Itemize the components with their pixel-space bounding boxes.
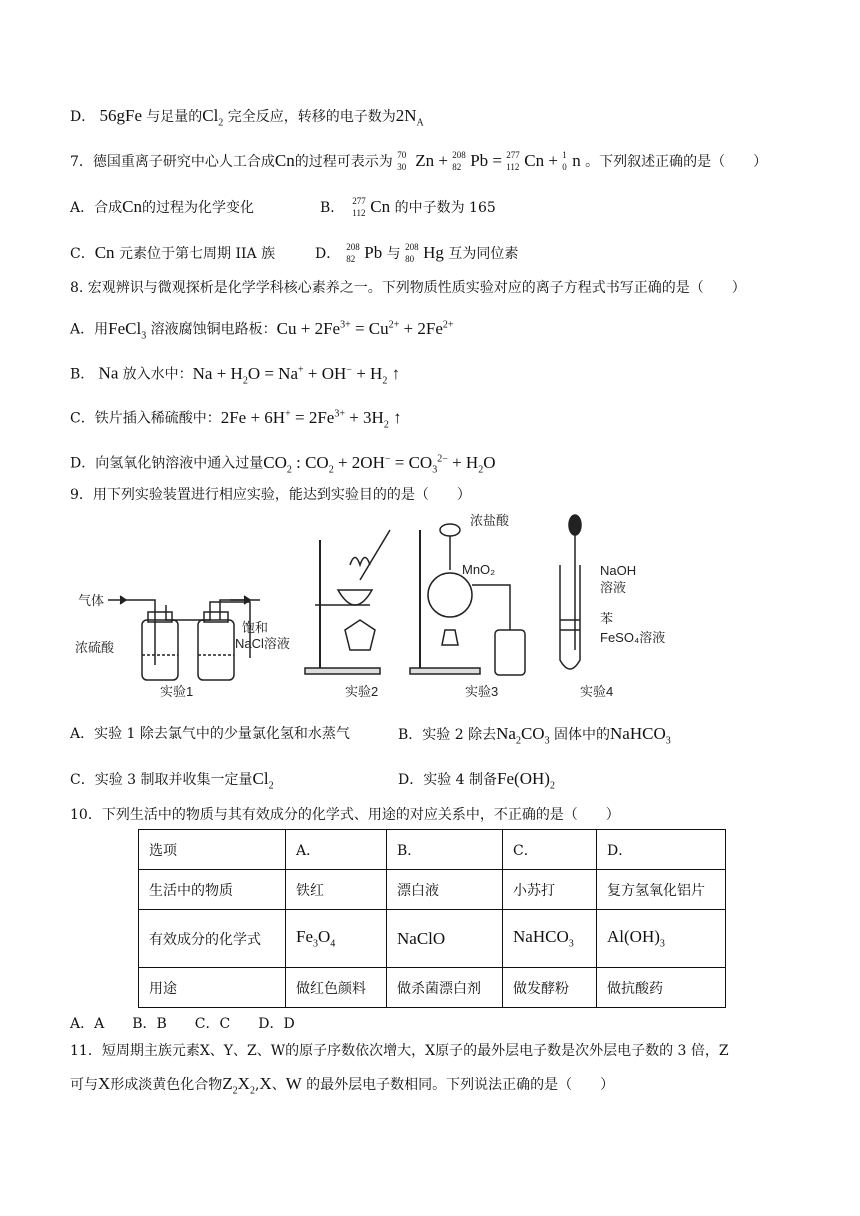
q9-experiment-figure bbox=[70, 510, 690, 700]
fig-gas-label: 气体 bbox=[78, 593, 105, 608]
fig-sat-label: 饱和 bbox=[242, 620, 269, 635]
q8-option-c: C．铁片插入稀硫酸中：$2Fe + 6H^+ = 2Fe^{3+} + 3H_2$ ↑ bbox=[70, 407, 402, 431]
q9-option-d: D．实验 4 制备$Fe(OH)_2$ bbox=[398, 769, 555, 792]
q9-stem: 9．用下列实验装置进行相应实验，能达到实验目的的是（ ） bbox=[70, 487, 471, 503]
table-row: 有效成分的化学式 $Fe_3O_4$ NaClO NaHCO$_3$ $Al(OH)_3$ bbox=[139, 910, 726, 968]
q10-stem: 10．下列生活中的物质与其有效成分的化学式、用途的对应关系中，不正确的是（ ） bbox=[70, 807, 620, 823]
fig-naoh-label: NaOH bbox=[600, 563, 637, 578]
fig-exp3-label: 实验3 bbox=[465, 684, 499, 699]
table-row: 生活中的物质 铁红 漂白液 小苏打 复方氢氧化铝片 bbox=[139, 870, 726, 910]
fig-benzene-label: 苯 bbox=[600, 611, 614, 626]
q7-stem: 7．德国重离子研究中心人工合成Cn的过程可表示为 70 30 Zn + 208 82 Pb = 277 112 Cn + 1 0 n 。下列叙述正确的是（ ） bbox=[70, 150, 768, 172]
fig-naoh-solution-label: 溶液 bbox=[600, 580, 627, 595]
table-row: 用途 做红色颜料 做杀菌漂白剂 做发酵粉 做抗酸药 bbox=[139, 968, 726, 1008]
q6-option-d: D． 56gFe 与足量的$Cl_2$ 完全反应，转移的电子数为$2N_A$ bbox=[70, 106, 424, 129]
q11-line2: 可与X形成淡黄色化合物$Z_2X_2,X$、W 的最外层电子数相同。下列说法正确的是（ ） bbox=[70, 1074, 615, 1097]
q9-option-a: A．实验 1 除去氯气中的少量氯化氢和水蒸气 bbox=[70, 726, 350, 742]
fig-feso4-label: FeSO₄溶液 bbox=[600, 630, 666, 645]
q11-line1: 11．短周期主族元素X、Y、Z、W的原子序数依次增大，X原子的最外层电子数是次外层电子数的 3 倍，Z bbox=[70, 1043, 729, 1059]
q7-option-b: B． 277 112 Cn 的中子数为 165 bbox=[320, 196, 496, 218]
q10-options: A．A B．B C．C D．D bbox=[70, 1016, 295, 1032]
q8-option-a: A．用FeCl$_3$ 溶液腐蚀铜电路板：$Cu + 2Fe^{3+} = Cu^{2+} + 2Fe^{2+}$ bbox=[70, 318, 454, 342]
table-row: 选项 A． B． C． D． bbox=[139, 830, 726, 870]
q8-option-d: D．向氢氧化钠溶液中通入过量$CO_2$ : $CO_2 + 2OH^- = CO_3^{2-} + H_2O$ bbox=[70, 452, 496, 476]
fig-nacl-label: NaCl溶液 bbox=[235, 636, 290, 651]
fig-mno2-label: MnO₂ bbox=[462, 562, 496, 577]
fig-exp1-label: 实验1 bbox=[160, 684, 194, 699]
q7-option-c: C．Cn 元素位于第七周期 IIA 族 bbox=[70, 243, 276, 262]
fig-exp2-label: 实验2 bbox=[345, 684, 379, 699]
q10-table bbox=[138, 829, 726, 1008]
q8-stem: 8. 宏观辨识与微观探析是化学学科核心素养之一。下列物质性质实验对应的离子方程式书写正确的是（ ） bbox=[70, 280, 746, 296]
q9-option-b: B．实验 2 除去$Na_2CO_3$ 固体中的NaHCO$_3$ bbox=[398, 724, 671, 747]
fig-conc-hcl-label: 浓盐酸 bbox=[470, 513, 510, 528]
q7-option-a: A．合成Cn的过程为化学变化 bbox=[70, 197, 254, 216]
q7-option-d: D． 208 82 Pb 与 208 80 Hg 互为同位素 bbox=[315, 242, 519, 264]
q8-option-b: B． Na 放入水中：$Na + H_2O = Na^+ + OH^- + H_2$ ↑ bbox=[70, 363, 401, 387]
fig-conc-h2so4-label: 浓硫酸 bbox=[75, 640, 115, 655]
fig-exp4-label: 实验4 bbox=[580, 684, 614, 699]
q9-option-c: C．实验 3 制取并收集一定量$Cl_2$ bbox=[70, 769, 274, 792]
